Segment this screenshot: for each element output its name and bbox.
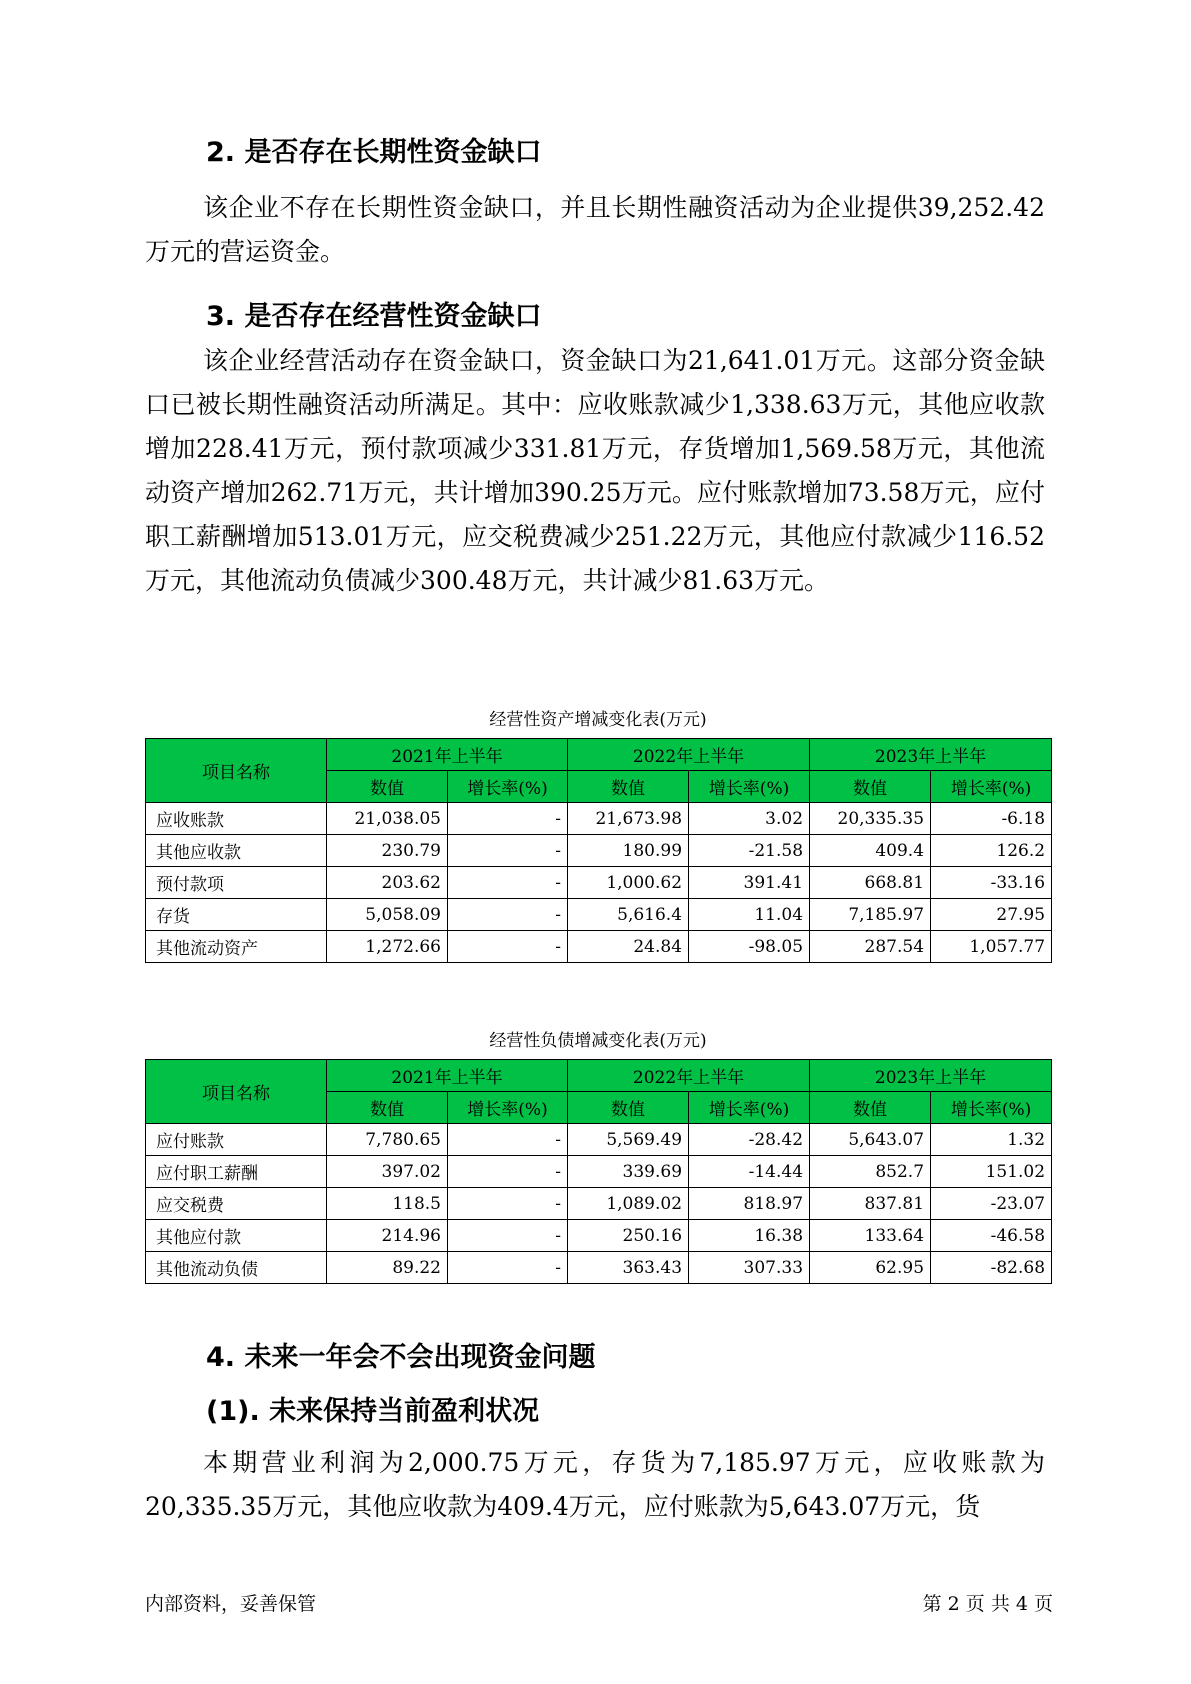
table-cell: -14.44 [689, 1156, 810, 1188]
table-cell: 391.41 [689, 867, 810, 899]
table-cell: 133.64 [810, 1220, 931, 1252]
table-cell: -98.05 [689, 931, 810, 963]
row-label: 应交税费 [146, 1188, 327, 1220]
column-header-item: 项目名称 [146, 739, 327, 803]
table-cell: 409.4 [810, 835, 931, 867]
table-cell: 3.02 [689, 803, 810, 835]
column-header-value: 数值 [810, 1092, 931, 1124]
row-label: 存货 [146, 899, 327, 931]
table-cell: 818.97 [689, 1188, 810, 1220]
table-row [146, 1188, 1052, 1220]
table-cell: 1,272.66 [327, 931, 448, 963]
section-4-paragraph: 本期营业利润为2,000.75万元，存货为7,185.97万元，应收账款为20,335.35万元，其他应收款为409.4万元，应付账款为5,643.07万元，货 [145, 1448, 1045, 1521]
table-cell: 1.32 [931, 1124, 1052, 1156]
column-header-value: 数值 [327, 771, 448, 803]
table-cell: 7,780.65 [327, 1124, 448, 1156]
section-2-paragraph: 该企业不存在长期性资金缺口，并且长期性融资活动为企业提供39,252.42万元的营运资金。 [145, 193, 1045, 266]
table-cell: 5,643.07 [810, 1124, 931, 1156]
section-3-paragraph: 该企业经营活动存在资金缺口，资金缺口为21,641.01万元。这部分资金缺口已被长期性融资活动所满足。其中：应收账款减少1,338.63万元，其他应收款增加228.41万元，预付款项减少331.81万元，存货增加1,569.58万元，其他流动资产增加262.71万元，共计增加390.25万元。应付账款增加73.58万元，应付职工薪酬增加513.01万元，应交税费减少251.22万元，其他应付款减少116.52万元，其他流动负债减少300.48万元，共计减少81.63万元。 [145, 346, 1045, 595]
table-cell: 203.62 [327, 867, 448, 899]
table-cell: 668.81 [810, 867, 931, 899]
column-header-item: 项目名称 [146, 1060, 327, 1124]
table-cell: - [448, 931, 568, 963]
table-cell: - [448, 867, 568, 899]
row-label: 其他流动资产 [146, 931, 327, 963]
table-cell: 1,057.77 [931, 931, 1052, 963]
table-cell: 230.79 [327, 835, 448, 867]
period-header: 2022年上半年 [568, 739, 810, 771]
column-header-value: 数值 [810, 771, 931, 803]
table-row [146, 835, 1052, 867]
period-header: 2021年上半年 [327, 1060, 568, 1092]
table-cell: 126.2 [931, 835, 1052, 867]
row-label: 预付款项 [146, 867, 327, 899]
table-row [146, 1124, 1052, 1156]
table-cell: 5,569.49 [568, 1124, 689, 1156]
column-header-rate: 增长率(%) [448, 1092, 568, 1124]
row-label: 其他流动负债 [146, 1252, 327, 1284]
table-row [146, 1156, 1052, 1188]
asset-table-caption: 经营性资产增减变化表(万元) [489, 710, 707, 730]
row-label: 其他应付款 [146, 1220, 327, 1252]
liability-table-caption: 经营性负债增减变化表(万元) [489, 1031, 707, 1051]
table-cell: - [448, 1252, 568, 1284]
table-cell: 89.22 [327, 1252, 448, 1284]
table-cell: 16.38 [689, 1220, 810, 1252]
table-row [146, 867, 1052, 899]
asset-table [145, 738, 1052, 963]
table-cell: -21.58 [689, 835, 810, 867]
table-row [146, 1220, 1052, 1252]
table-cell: -23.07 [931, 1188, 1052, 1220]
column-header-rate: 增长率(%) [931, 771, 1052, 803]
row-label: 其他应收款 [146, 835, 327, 867]
table-cell: 20,335.35 [810, 803, 931, 835]
period-header: 2021年上半年 [327, 739, 568, 771]
column-header-rate: 增长率(%) [448, 771, 568, 803]
table-cell: 397.02 [327, 1156, 448, 1188]
table-cell: - [448, 1124, 568, 1156]
table-cell: - [448, 1220, 568, 1252]
table-cell: 11.04 [689, 899, 810, 931]
column-header-value: 数值 [568, 1092, 689, 1124]
table-cell: - [448, 835, 568, 867]
table-cell: - [448, 1188, 568, 1220]
footer-confidential-note: 内部资料，妥善保管 [145, 1593, 317, 1615]
column-header-rate: 增长率(%) [689, 771, 810, 803]
table-cell: -33.16 [931, 867, 1052, 899]
period-header: 2023年上半年 [810, 739, 1052, 771]
row-label: 应付职工薪酬 [146, 1156, 327, 1188]
column-header-rate: 增长率(%) [689, 1092, 810, 1124]
table-cell: 21,673.98 [568, 803, 689, 835]
table-row [146, 931, 1052, 963]
table-cell: 214.96 [327, 1220, 448, 1252]
section-2-heading: 2. 是否存在长期性资金缺口 [206, 137, 542, 168]
table-cell: 24.84 [568, 931, 689, 963]
table-cell: 118.5 [327, 1188, 448, 1220]
table-cell: 5,058.09 [327, 899, 448, 931]
period-header: 2023年上半年 [810, 1060, 1052, 1092]
table-cell: 21,038.05 [327, 803, 448, 835]
table-cell: 307.33 [689, 1252, 810, 1284]
table-cell: 5,616.4 [568, 899, 689, 931]
table-cell: 27.95 [931, 899, 1052, 931]
table-cell: 180.99 [568, 835, 689, 867]
liability-table [145, 1059, 1052, 1284]
table-cell: 62.95 [810, 1252, 931, 1284]
table-cell: - [448, 899, 568, 931]
table-cell: -82.68 [931, 1252, 1052, 1284]
footer-page-number: 第 2 页 共 4 页 [922, 1593, 1053, 1615]
table-cell: 151.02 [931, 1156, 1052, 1188]
table-cell: 250.16 [568, 1220, 689, 1252]
table-cell: 837.81 [810, 1188, 931, 1220]
section-4-subheading: (1). 未来保持当前盈利状况 [206, 1396, 540, 1427]
row-label: 应付账款 [146, 1124, 327, 1156]
table-cell: -46.58 [931, 1220, 1052, 1252]
period-header: 2022年上半年 [568, 1060, 810, 1092]
table-row [146, 1252, 1052, 1284]
column-header-rate: 增长率(%) [931, 1092, 1052, 1124]
column-header-value: 数值 [568, 771, 689, 803]
table-row [146, 899, 1052, 931]
column-header-value: 数值 [327, 1092, 448, 1124]
section-4-heading: 4. 未来一年会不会出现资金问题 [206, 1342, 596, 1373]
table-cell: 339.69 [568, 1156, 689, 1188]
table-cell: 1,000.62 [568, 867, 689, 899]
row-label: 应收账款 [146, 803, 327, 835]
table-cell: -6.18 [931, 803, 1052, 835]
table-cell: -28.42 [689, 1124, 810, 1156]
table-cell: 852.7 [810, 1156, 931, 1188]
table-cell: 363.43 [568, 1252, 689, 1284]
table-cell: - [448, 1156, 568, 1188]
table-cell: - [448, 803, 568, 835]
table-cell: 7,185.97 [810, 899, 931, 931]
table-cell: 287.54 [810, 931, 931, 963]
table-cell: 1,089.02 [568, 1188, 689, 1220]
table-row [146, 803, 1052, 835]
section-3-heading: 3. 是否存在经营性资金缺口 [206, 301, 542, 332]
